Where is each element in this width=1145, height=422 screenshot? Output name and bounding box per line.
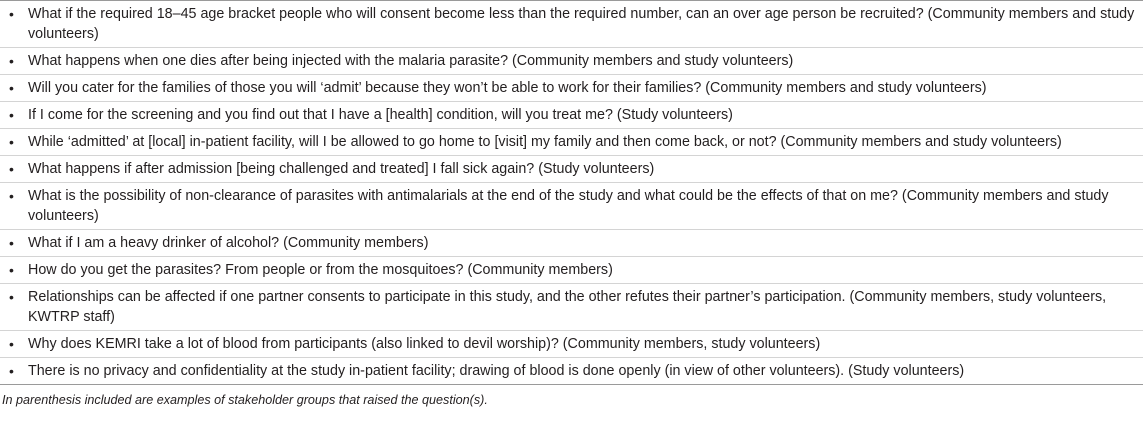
question-list	[0, 1, 1143, 384]
bullet-icon: •	[9, 363, 14, 379]
item-text: Relationships can be affected if one partner consents to participate in this study, and the other refutes their partner’s participation. (Community members, study volunteers, KWTRP staff)	[28, 289, 1107, 325]
item-text: What is the possibility of non-clearance of parasites with antimalarials at the end of the study and what could be the effects of that on me? (Community members and study volunteers)	[28, 188, 1109, 224]
bullet-icon: •	[9, 235, 14, 251]
bullet-icon: •	[9, 262, 14, 278]
item-text: What if I am a heavy drinker of alcohol? (Community members)	[28, 235, 429, 251]
item-text: What happens if after admission [being challenged and treated] I fall sick again? (Study volunteers)	[28, 161, 655, 177]
item-text: There is no privacy and confidentiality at the study in-patient facility; drawing of blood is done openly (in view of other volunteers). (Study volunteers)	[28, 363, 965, 379]
list-item	[0, 48, 1143, 75]
list-item	[0, 75, 1143, 102]
item-text: How do you get the parasites? From people or from the mosquitoes? (Community members)	[28, 262, 613, 278]
bullet-icon: •	[9, 289, 14, 305]
item-text: Will you cater for the families of those you will ‘admit’ because they won’t be able to work for their families? (Community members and study volunteers)	[28, 80, 987, 96]
item-text: What if the required 18–45 age bracket people who will consent become less than the required number, can an over age person be recruited? (Community members and study volunteers)	[28, 6, 1135, 42]
list-item	[0, 358, 1143, 384]
table-footnote: In parenthesis included are examples of stakeholder groups that raised the question(s).	[2, 393, 488, 407]
list-item	[0, 183, 1143, 230]
item-text: While ‘admitted’ at [local] in-patient facility, will I be allowed to go home to [visit] my family and then come back, or not? (Community members and study volunteers)	[28, 134, 1062, 150]
list-item	[0, 257, 1143, 284]
list-item	[0, 102, 1143, 129]
item-text: What happens when one dies after being injected with the malaria parasite? (Community members and study volunteers)	[28, 53, 794, 69]
list-item	[0, 129, 1143, 156]
list-item	[0, 156, 1143, 183]
list-item	[0, 1, 1143, 48]
bullet-icon: •	[9, 6, 14, 22]
bullet-icon: •	[9, 161, 14, 177]
bullet-icon: •	[9, 53, 14, 69]
list-item	[0, 331, 1143, 358]
bullet-icon: •	[9, 134, 14, 150]
list-item	[0, 230, 1143, 257]
list-item	[0, 284, 1143, 331]
bullet-icon: •	[9, 336, 14, 352]
bullet-icon: •	[9, 80, 14, 96]
item-text: Why does KEMRI take a lot of blood from participants (also linked to devil worship)? (Community members, study volunteers)	[28, 336, 821, 352]
bullet-icon: •	[9, 107, 14, 123]
item-text: If I come for the screening and you find out that I have a [health] condition, will you treat me? (Study volunteers)	[28, 107, 733, 123]
bullet-icon: •	[9, 188, 14, 204]
